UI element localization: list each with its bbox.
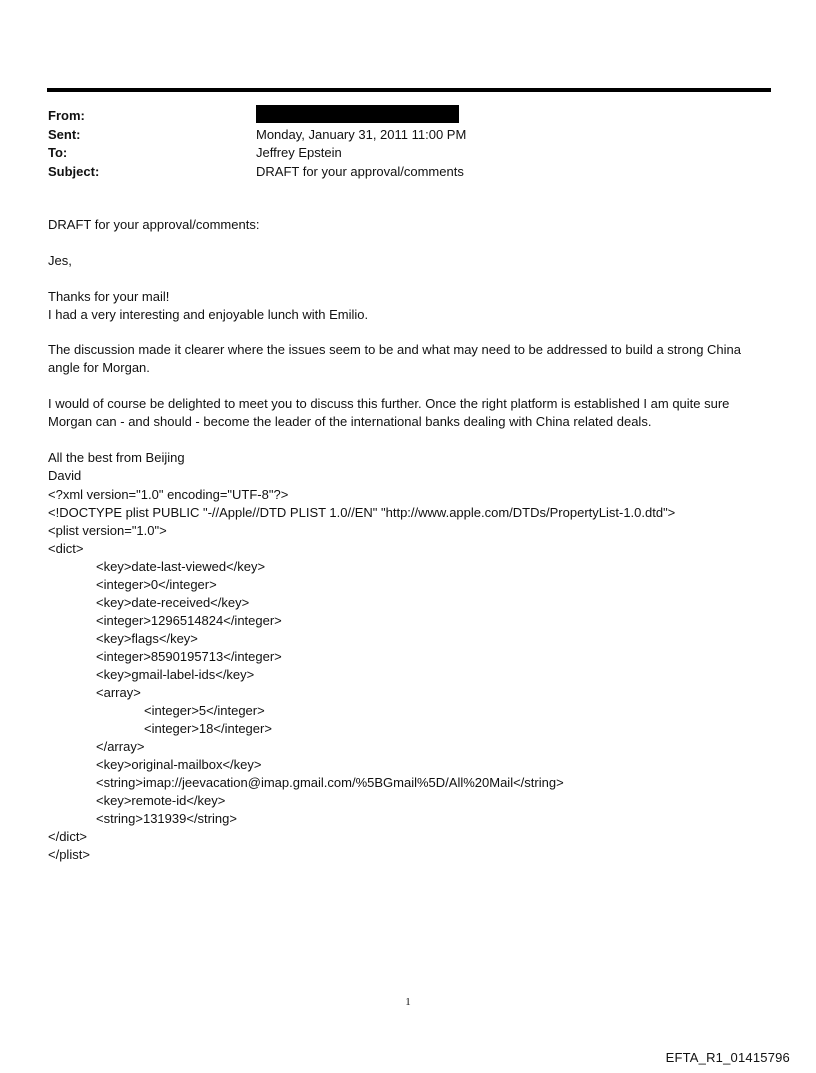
plist-line: <integer>8590195713</integer> — [96, 649, 282, 664]
to-value: Jeffrey Epstein — [256, 145, 342, 160]
sent-label: Sent: — [48, 126, 81, 142]
from-row — [48, 107, 768, 126]
plist-line: </dict> — [48, 829, 88, 844]
plist-line: <?xml version="1.0" encoding="UTF-8"?> — [48, 487, 289, 502]
plist-line: <key>remote-id</key> — [96, 793, 226, 808]
plist-line: <key>date-last-viewed</key> — [96, 559, 266, 574]
body-paragraph: The discussion made it clearer where the issues seem to be and what may need to be addressed to build a strong China angle for Morgan. — [48, 342, 742, 376]
subject-value: DRAFT for your approval/comments — [256, 163, 464, 179]
bates-number: EFTA_R1_01415796 — [665, 1050, 790, 1065]
plist-line: <string>131939</string> — [96, 811, 237, 826]
email-header — [48, 107, 768, 181]
body-paragraph: Thanks for your mail! — [48, 288, 170, 304]
plist-line: </array> — [96, 739, 145, 754]
sent-row — [48, 126, 768, 145]
body-paragraph: Jes, — [48, 252, 72, 268]
plist-block — [48, 486, 772, 864]
plist-line: <integer>5</integer> — [144, 703, 265, 718]
plist-line: <key>flags</key> — [96, 631, 198, 646]
subject-row — [48, 163, 768, 182]
plist-line: <integer>1296514824</integer> — [96, 613, 282, 628]
from-value — [256, 107, 459, 126]
header-rule — [47, 88, 771, 92]
body-paragraph: DRAFT for your approval/comments: — [48, 217, 260, 232]
signature-name: David — [48, 467, 82, 483]
subject-label: Subject: — [48, 163, 100, 179]
redaction-bar — [256, 105, 459, 123]
plist-line: <key>date-received</key> — [96, 595, 250, 610]
email-body — [48, 216, 772, 485]
to-row — [48, 144, 768, 163]
plist-line: <integer>0</integer> — [96, 577, 217, 592]
signoff-line: All the best from Beijing — [48, 449, 185, 465]
plist-line: <dict> — [48, 541, 84, 556]
plist-line: <!DOCTYPE plist PUBLIC "-//Apple//DTD PLIST 1.0//EN" "http://www.apple.com/DTDs/PropertyList-1.0.dtd"> — [48, 505, 676, 520]
page-number: 1 — [405, 996, 411, 1008]
sent-value: Monday, January 31, 2011 11:00 PM — [256, 126, 467, 142]
plist-line: <key>original-mailbox</key> — [96, 757, 262, 772]
plist-line: <key>gmail-label-ids</key> — [96, 667, 255, 682]
plist-line: <array> — [96, 685, 141, 700]
body-paragraph: I had a very interesting and enjoyable lunch with Emilio. — [48, 306, 369, 322]
from-label: From: — [48, 108, 85, 123]
plist-line: <string>imap://jeevacation@imap.gmail.com/%5BGmail%5D/All%20Mail</string> — [96, 775, 564, 790]
plist-line: <plist version="1.0"> — [48, 523, 167, 538]
plist-line: </plist> — [48, 847, 90, 862]
to-label: To: — [48, 145, 68, 160]
body-paragraph: I would of course be delighted to meet you to discuss this further. Once the right platform is established I am quite sure Morgan can - and should - become the leader of the international banks dealing with China related deals. — [48, 396, 730, 429]
plist-line: <integer>18</integer> — [144, 721, 272, 736]
